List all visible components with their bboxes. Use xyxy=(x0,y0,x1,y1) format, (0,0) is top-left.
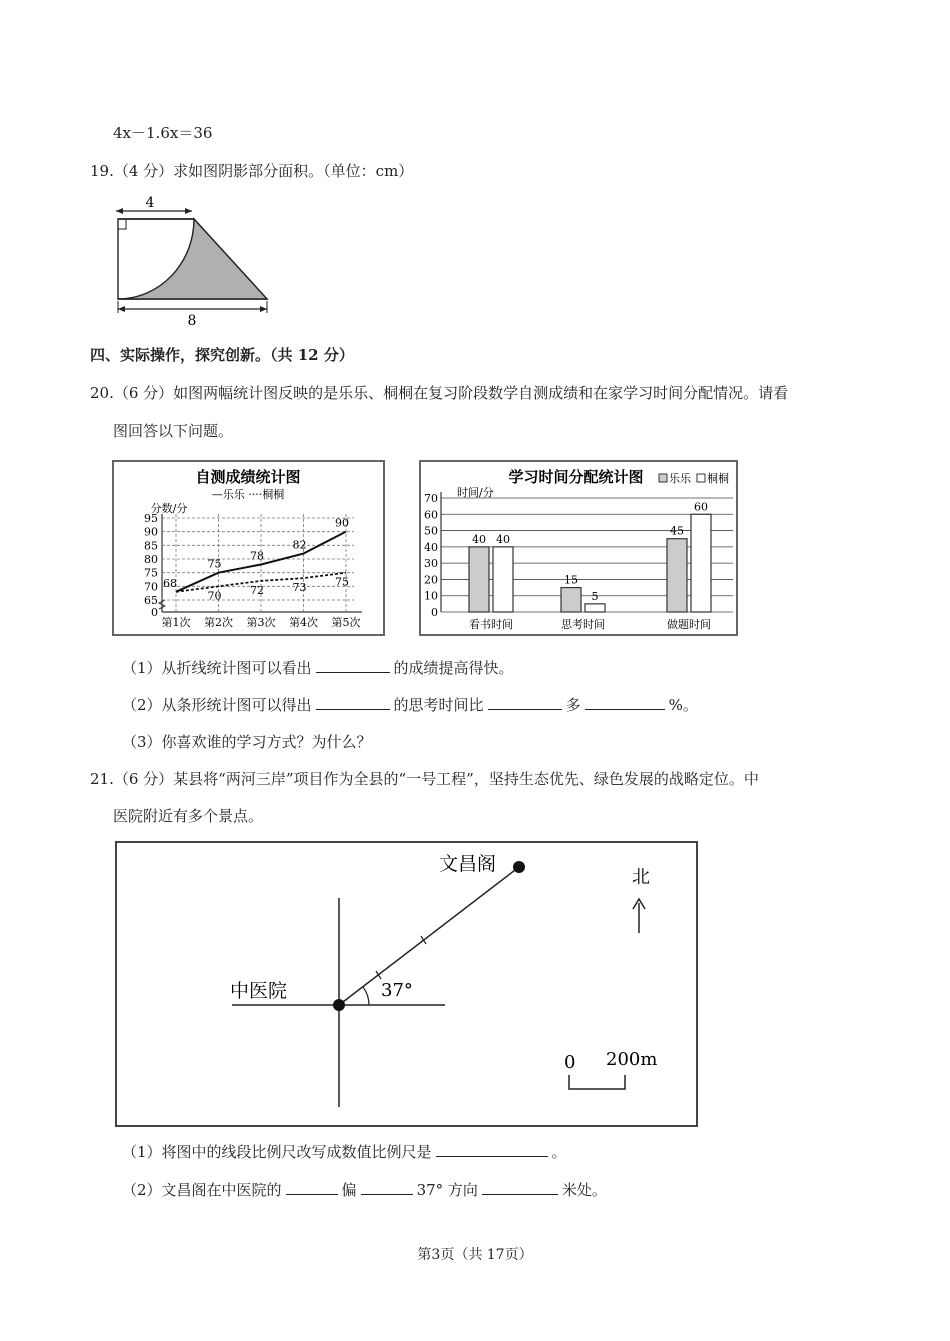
answer-blank[interactable] xyxy=(436,1142,548,1157)
bottom-dimension-label: 8 xyxy=(187,313,197,329)
legend-label: 桐桐 xyxy=(707,472,729,485)
bar xyxy=(493,547,513,612)
x-tick-label: 第4次 xyxy=(289,616,318,629)
answer-blank[interactable] xyxy=(488,695,562,710)
y-tick-label: 65 xyxy=(144,594,158,607)
x-tick-label: 做题时间 xyxy=(667,618,711,631)
legend-swatch xyxy=(659,474,667,482)
y-tick-label: 70 xyxy=(144,580,158,594)
question-21-line1: 21.（6 分）某县将“两河三岸”项目作为全县的“一号工程”，坚持生态优先、绿色发展的战略定位。中 xyxy=(90,770,759,788)
scale-zero: 0 xyxy=(564,1052,576,1073)
section-heading: 四、实际操作，探究创新。（共 12 分） xyxy=(90,346,354,364)
x-tick-label: 思考时间 xyxy=(561,618,605,631)
bar xyxy=(691,514,711,612)
x-tick-label: 第1次 xyxy=(161,616,191,629)
data-label: 40 xyxy=(496,532,510,546)
y-tick-label: 50 xyxy=(424,524,438,538)
data-label: 72 xyxy=(250,583,264,597)
y-tick-label: 95 xyxy=(144,512,158,525)
bar-chart-frame xyxy=(419,460,738,636)
q21-sub1: （1）将图中的线段比例尺改写成数值比例尺是 。 xyxy=(122,1143,567,1161)
answer-blank[interactable] xyxy=(286,1180,338,1195)
q20-sub1: （1）从折线统计图可以看出 的成绩提高得快。 xyxy=(122,659,514,677)
bar-chart xyxy=(421,462,736,634)
data-label: 78 xyxy=(250,549,264,563)
top-dimension-label: 4 xyxy=(145,195,155,211)
y-tick-label: 70 xyxy=(424,492,438,505)
answer-blank[interactable] xyxy=(361,1180,413,1195)
map-frame xyxy=(115,841,698,1127)
y-tick-label: 10 xyxy=(424,589,438,603)
bar xyxy=(585,604,605,612)
angle-arc xyxy=(363,987,369,1005)
line-chart xyxy=(114,462,383,634)
x-tick-label: 第2次 xyxy=(204,616,233,629)
answer-blank[interactable] xyxy=(585,695,665,710)
y-axis-label: 时间/分 xyxy=(457,486,494,499)
shaded-area-figure xyxy=(110,195,280,330)
y-tick-label: 0 xyxy=(151,606,158,619)
north-label: 北 xyxy=(632,867,650,888)
data-label: 75 xyxy=(335,575,349,589)
direction-map xyxy=(117,843,696,1125)
q20-sub3: （3）你喜欢谁的学习方式？为什么？ xyxy=(122,733,372,751)
x-tick-label: 第5次 xyxy=(331,616,361,629)
y-tick-label: 90 xyxy=(144,525,158,539)
q21-sub2: （2）文昌阁在中医院的 偏 37° 方向 米处。 xyxy=(122,1181,607,1199)
hospital-point xyxy=(333,999,345,1011)
bar xyxy=(561,588,581,612)
chart-title: 学习时间分配统计图 xyxy=(508,468,644,486)
q20-sub2: （2）从条形统计图可以得出 的思考时间比 多 %。 xyxy=(122,696,698,714)
pavilion-point xyxy=(513,861,525,873)
y-tick-label: 0 xyxy=(431,606,438,619)
question-19-text: 19.（4 分）求如图阴影部分面积。（单位：cm） xyxy=(90,162,414,180)
pavilion-label: 文昌阁 xyxy=(439,853,497,875)
scale-bar xyxy=(569,1075,625,1089)
data-label: 5 xyxy=(591,589,599,603)
y-tick-label: 80 xyxy=(144,553,158,566)
data-label: 60 xyxy=(694,500,708,514)
hospital-label: 中医院 xyxy=(230,980,288,1002)
scale-length: 200m xyxy=(606,1049,658,1070)
x-tick-label: 看书时间 xyxy=(469,618,513,631)
y-tick-label: 20 xyxy=(424,573,438,587)
answer-blank[interactable] xyxy=(316,695,390,710)
axis-break-icon xyxy=(159,600,165,609)
data-label: 45 xyxy=(670,524,684,538)
legend-label: 乐乐 xyxy=(669,472,691,485)
angle-label: 37° xyxy=(381,980,413,1001)
chart-legend: —乐乐 ····桐桐 xyxy=(211,488,285,501)
line-chart-frame xyxy=(112,460,385,636)
data-label: 90 xyxy=(335,516,349,530)
data-label: 73 xyxy=(292,581,307,595)
data-label: 82 xyxy=(292,538,307,552)
data-label: 40 xyxy=(472,532,486,546)
question-21-line2: 医院附近有多个景点。 xyxy=(113,807,264,825)
answer-blank[interactable] xyxy=(482,1180,558,1195)
y-axis-label: 分数/分 xyxy=(150,502,188,515)
page-footer: 第3页（共 17页） xyxy=(417,1247,533,1263)
answer-blank[interactable] xyxy=(316,658,390,673)
y-tick-label: 40 xyxy=(424,540,438,554)
bar xyxy=(469,547,489,612)
y-tick-label: 60 xyxy=(424,508,438,522)
question-20-line2: 图回答以下问题。 xyxy=(113,422,234,440)
chart-title: 自测成绩统计图 xyxy=(195,468,301,486)
data-label: 68 xyxy=(163,576,177,590)
data-label: 15 xyxy=(564,573,578,587)
y-tick-label: 75 xyxy=(144,566,158,580)
y-tick-label: 85 xyxy=(144,539,158,553)
question-20-line1: 20.（6 分）如图两幅统计图反映的是乐乐、桐桐在复习阶段数学自测成绩和在家学习时间分配情况。请看 xyxy=(90,384,789,402)
bar xyxy=(667,539,687,612)
direction-line xyxy=(339,867,519,1005)
legend-swatch xyxy=(697,474,705,482)
y-tick-label: 30 xyxy=(424,557,438,571)
equation-line: 4x－1.6x＝36 xyxy=(113,124,213,142)
data-label: 70 xyxy=(207,589,222,603)
data-label: 75 xyxy=(207,557,222,571)
x-tick-label: 第3次 xyxy=(246,616,276,629)
